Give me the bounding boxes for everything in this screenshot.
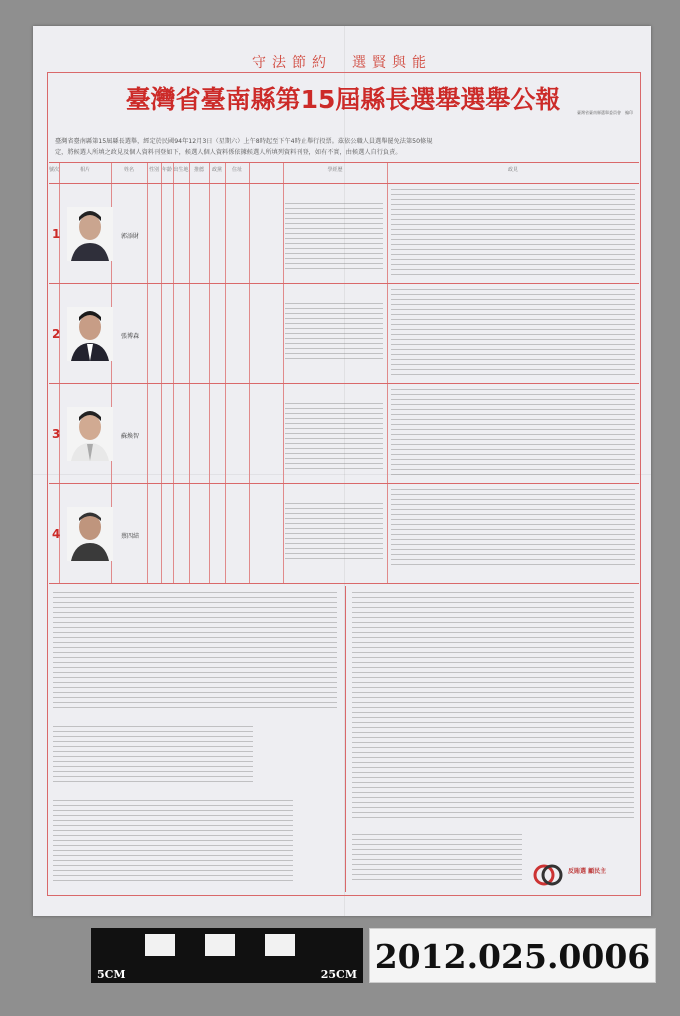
- header-name: 姓名: [123, 167, 134, 173]
- contact-info-block: [352, 834, 522, 884]
- instructions-text-block: [53, 800, 293, 884]
- ruler-segment: [265, 934, 295, 956]
- instructions-text-block: [53, 726, 253, 786]
- column-divider: [225, 163, 226, 583]
- candidate-table: [49, 162, 639, 583]
- candidate-photo: [67, 307, 113, 361]
- publisher-note: 臺灣省臺南縣選舉委員會 編印: [577, 110, 633, 115]
- education-text-block: [285, 303, 383, 363]
- header-address: 住址: [231, 167, 242, 173]
- header-nomination: 推薦: [193, 167, 204, 173]
- logo-text: 反賄選 顧民主: [568, 868, 607, 875]
- column-divider: [209, 163, 210, 583]
- candidate-name: 郭添財: [120, 233, 139, 240]
- header-party: 政黨: [211, 167, 222, 173]
- candidate-name: 蘇煥智: [120, 433, 139, 440]
- election-bulletin-poster: [33, 26, 651, 916]
- intro-line-1: 臺灣省臺南縣第15屆縣長選舉，經定於民國94年12月3日（星期六）上午8時起至下午4時止舉行投票。茲依公職人員選舉罷免法第50條規: [55, 138, 433, 145]
- voting-instructions-section: [49, 586, 343, 892]
- polling-stations-section: [345, 586, 640, 892]
- candidate-name: 蔡四結: [120, 533, 139, 540]
- accession-number-label: 2012.025.0006: [369, 928, 656, 983]
- column-divider: [387, 163, 388, 583]
- ruler-segment: [145, 934, 175, 956]
- header-gender: 性別: [148, 167, 159, 173]
- intro-line-2: 定，將候選人所填之政見及個人資料刊登如下，候選人個人資料係依據候選人所填列資料刊登，如有不實，由候選人自行負責。: [55, 149, 402, 156]
- column-divider: [249, 163, 250, 583]
- row-divider: [49, 283, 639, 284]
- header-education: 學經歷: [327, 167, 343, 173]
- ruler-label-right: 25CM: [320, 968, 357, 981]
- candidate-photo: [67, 207, 113, 261]
- candidate-number: 4: [52, 527, 61, 541]
- candidate-name: 張博森: [120, 333, 139, 340]
- candidate-photo: [67, 507, 113, 561]
- row-divider: [49, 583, 639, 584]
- anti-vote-buying-logo-icon: [533, 864, 563, 886]
- education-text-block: [285, 203, 383, 273]
- column-divider: [147, 163, 148, 583]
- education-text-block: [285, 503, 383, 563]
- column-divider: [283, 163, 284, 583]
- scale-ruler: [91, 928, 363, 983]
- platform-text-block: [391, 389, 635, 479]
- column-divider: [59, 163, 60, 583]
- polling-stations-text-block: [352, 592, 634, 822]
- header-birthplace: 出生地: [173, 167, 189, 173]
- intro-text: [55, 136, 635, 158]
- page-title: 臺灣省臺南縣第15屆縣長選舉選舉公報: [125, 85, 561, 114]
- education-text-block: [285, 403, 383, 473]
- header-number: 號次: [49, 167, 60, 173]
- candidate-number: 1: [52, 227, 61, 241]
- column-divider: [189, 163, 190, 583]
- column-divider: [161, 163, 162, 583]
- platform-text-block: [391, 489, 635, 569]
- platform-text-block: [391, 189, 635, 279]
- candidate-number: 3: [52, 427, 61, 441]
- ruler-label-left: 5CM: [97, 968, 126, 981]
- candidate-photo: [67, 407, 113, 461]
- header-platform: 政見: [507, 167, 518, 173]
- platform-text-block: [391, 289, 635, 379]
- ruler-segment: [205, 934, 235, 956]
- column-divider: [173, 163, 174, 583]
- instructions-text-block: [53, 592, 337, 712]
- candidate-number: 2: [52, 327, 61, 341]
- header-divider: [49, 183, 639, 184]
- slogan: 守法節約 選賢與能: [252, 55, 432, 71]
- header-age: 年齡: [161, 167, 172, 173]
- header-photo: 相片: [79, 167, 90, 173]
- row-divider: [49, 483, 639, 484]
- row-divider: [49, 383, 639, 384]
